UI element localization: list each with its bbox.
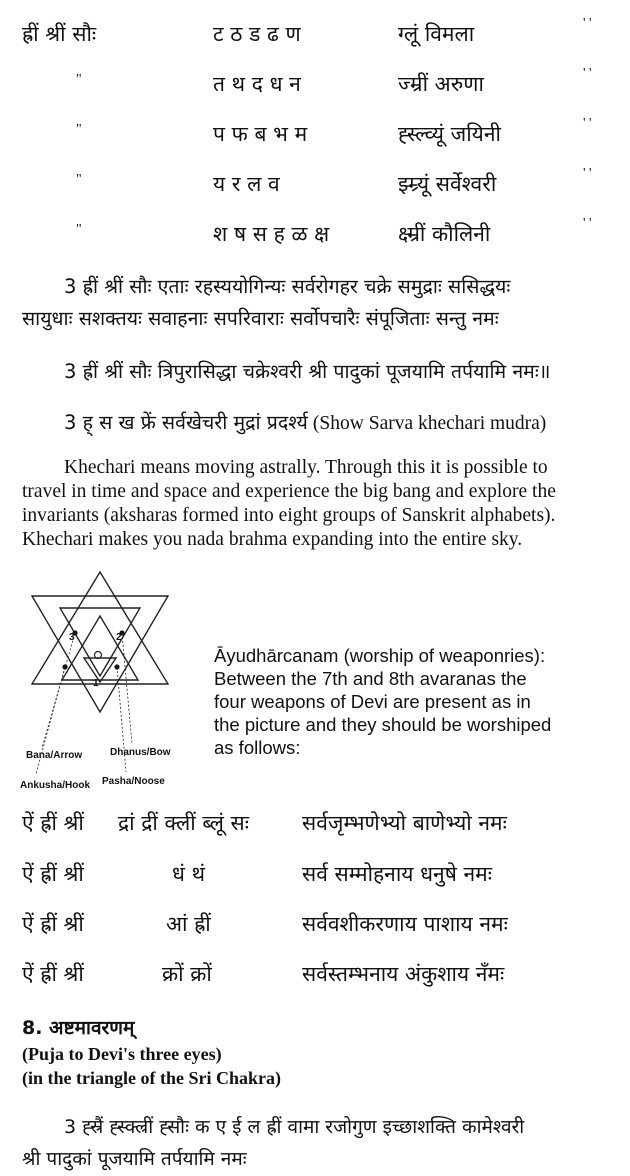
ayudha-line2: Between the 7th and 8th avaranas the: [214, 668, 527, 689]
ayudha-line5: as follows:: [214, 737, 301, 758]
mantra3-english: (Show Sarva khechari mudra): [312, 413, 547, 434]
ayudharcanam-text: [214, 644, 614, 759]
khechari-line3: invariants (aksharas formed into eight groups of Sanskrit alphabets).: [22, 505, 556, 526]
label-dhanus-bow: Dhanus/Bow: [110, 747, 171, 758]
table1-row4-col2: य र ल व: [213, 172, 280, 196]
inner-up-triangle: [62, 616, 138, 680]
table2-row3-col1: ऐं ह्रीं श्रीं: [22, 912, 84, 936]
label-bana-arrow: Bana/Arrow: [26, 750, 83, 761]
mantra4-line1: 3 ह्स्रैं ह्स्क्ल्रीं ह्सौः क ए ई ल ह्रीं वामा रजोगुण इच्छाशक्ति कामेश्वरी: [64, 1116, 525, 1138]
table1-row2-col3: ज्म्रीं अरुणा: [398, 72, 484, 96]
table1-row1-col3: ग्लूं विमला: [398, 22, 475, 46]
leader-dhanus: [122, 633, 132, 744]
section8-subtitle2: (in the triangle of the Sri Chakra): [22, 1068, 281, 1088]
table1-row2-col2: त थ द ध न: [213, 72, 301, 96]
table1-row1-col4: ' ': [583, 16, 592, 31]
ayudha-line1: Āyudhārcanam (worship of weaponries):: [214, 645, 546, 666]
table1-row5-col2: श ष स ह ळ क्ष: [213, 222, 330, 246]
table1-row3-col3: ह्स्ल्व्यूं जयिनी: [398, 122, 501, 146]
mantra3: [64, 408, 546, 435]
table2-row4-col2: क्रों क्रों: [162, 962, 212, 986]
table1-row1-col2: ट ठ ड ढ ण: [213, 22, 301, 46]
mantra2: 3 ह्रीं श्रीं सौः त्रिपुरासिद्धा चक्रेश्वरी श्री पादुकां पूजयामि तर्पयामि नमः॥: [64, 360, 551, 383]
khechari-line2: travel in time and space and experience the big bang and explore the: [22, 481, 556, 502]
ayudha-line4: the picture and they should be worshiped: [214, 714, 552, 735]
table1-row2-col1: ": [76, 72, 82, 87]
table2-row2-col1: ऐं ह्रीं श्रीं: [22, 862, 84, 886]
table1-row3-col1: ": [76, 122, 82, 137]
table2-row4-col3: सर्वस्तम्भनाय अंकुशाय नँमः: [302, 962, 505, 986]
small-triangle: [84, 658, 116, 682]
table1-row2-col4: ' ': [583, 66, 592, 81]
table2-row3-col3: सर्ववशीकरणाय पाशाय नमः: [302, 912, 508, 936]
mantra1-line2: सायुधाः सशक्तयः सवाहनाः सपरिवाराः सर्वोपचारैः संपूजिताः सन्तु नमः: [22, 307, 499, 330]
table1-row1-col1: ह्रीं श्रीं सौः: [22, 22, 97, 46]
table2-row4-col1: ऐं ह्रीं श्रीं: [22, 962, 84, 986]
table2-row2-col2: धं थं: [172, 862, 206, 886]
mantra4-line2: श्री पादुकां पूजयामि तर्पयामि नमः: [22, 1148, 247, 1170]
label-pasha-noose: Pasha/Noose: [102, 776, 165, 787]
khechari-line4: Khechari makes you nada brahma expanding into the entire sky.: [22, 529, 523, 550]
mantra3-sanskrit: 3 ह् स ख फ्रें सर्वखेचरी मुद्रां प्रदर्श्य: [64, 411, 308, 434]
upward-triangle: [32, 572, 168, 684]
mantra1-line1: 3 ह्रीं श्रीं सौः एताः रहस्ययोगिन्यः सर्वरोगहर चक्रे समुद्राः ससिद्धयः: [64, 275, 511, 298]
table1-row3-col2: प फ ब भ म: [213, 122, 308, 146]
table1-row5-col3: क्ष्म्रीं कौलिनी: [398, 222, 491, 246]
table1-row4-col3: झ्म्र्यूं सर्वेश्वरी: [398, 172, 497, 196]
label-number-1: 1: [93, 678, 99, 689]
section8-subtitle1: (Puja to Devi's three eyes): [22, 1044, 222, 1064]
label-ankusha-hook: Ankusha/Hook: [20, 780, 91, 791]
table1-row5-col1: ": [76, 222, 82, 237]
label-number-3: 3: [69, 632, 75, 643]
weapons-star-diagram: [18, 562, 198, 794]
khechari-line1: Khechari means moving astrally. Through this it is possible to: [64, 457, 548, 478]
table1-row5-col4: ' ': [583, 216, 592, 231]
table1-row4-col1: ": [76, 172, 82, 187]
table2-row1-col1: ऐं ह्रीं श्रीं: [22, 811, 84, 835]
table1-row3-col4: ' ': [583, 116, 592, 131]
section8-heading: 8. अष्टमावरणम्: [22, 1017, 135, 1039]
table2-row3-col2: आं ह्रीं: [166, 912, 211, 936]
downward-triangle: [32, 596, 168, 712]
table2-row1-col3: सर्वजृम्भणेभ्यो बाणेभ्यो नमः: [302, 811, 507, 835]
ayudha-line3: four weapons of Devi are present as in: [214, 691, 531, 712]
label-number-2: 2: [116, 632, 122, 643]
table2-row1-col2: द्रां द्रीं क्लीं ब्लूं सः: [118, 811, 249, 835]
table1-row4-col4: ' ': [583, 166, 592, 181]
table2-row2-col3: सर्व सम्मोहनाय धनुषे नमः: [302, 862, 492, 886]
